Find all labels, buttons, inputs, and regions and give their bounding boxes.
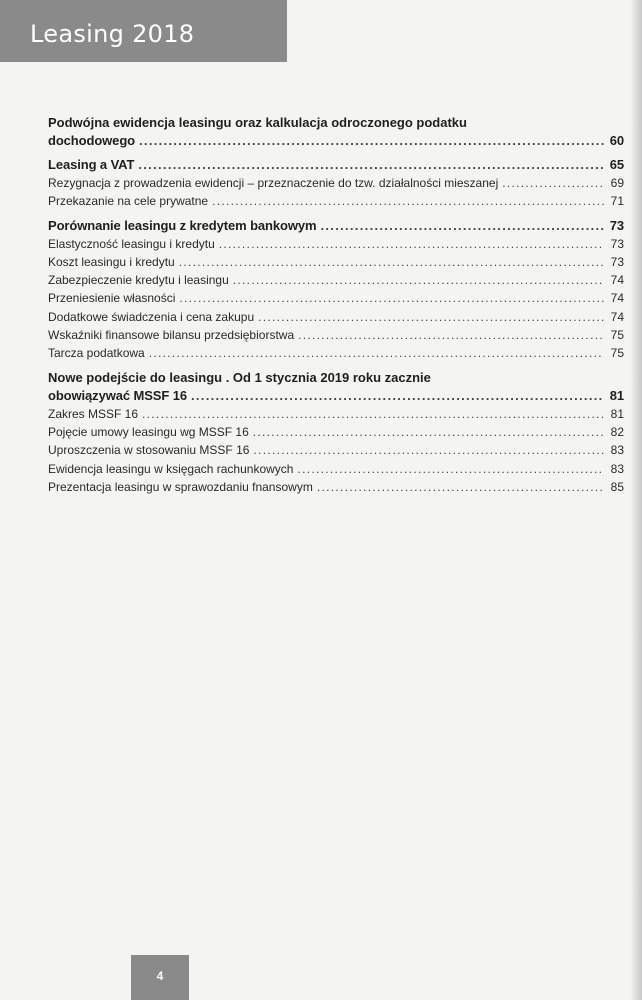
leader-dots xyxy=(297,460,604,478)
subentry-page-number: 85 xyxy=(610,479,624,494)
subentry-label: Wskaźniki finansowe bilansu przedsiębiorstwa xyxy=(48,328,295,343)
page-number: 4 xyxy=(156,969,164,983)
section-title-line: Nowe podejście do leasingu . Od 1 stycznia 2019 roku zacznie xyxy=(48,369,431,385)
leader-dots xyxy=(258,308,604,326)
header-block xyxy=(0,0,287,62)
toc-subentry[interactable] xyxy=(48,271,624,289)
subentry-page-number: 74 xyxy=(610,291,624,306)
subentry-page-number: 71 xyxy=(610,194,624,209)
leader-dots xyxy=(253,423,604,441)
toc-subentry[interactable] xyxy=(48,423,624,441)
leader-dots xyxy=(502,174,604,192)
section-page-number: 73 xyxy=(609,217,624,233)
toc-subentry[interactable] xyxy=(48,478,624,496)
section-title: dochodowego xyxy=(48,133,135,148)
subentry-page-number: 73 xyxy=(610,254,624,269)
page-number-box xyxy=(131,955,189,1000)
toc-subentry[interactable] xyxy=(48,326,624,344)
leader-dots xyxy=(219,235,604,253)
section-page-number: 81 xyxy=(609,387,624,403)
section-title-line: Podwójna ewidencja leasingu oraz kalkulacja odroczonego podatku xyxy=(48,115,467,130)
toc-subentry[interactable] xyxy=(48,460,624,478)
subentry-page-number: 82 xyxy=(610,424,624,439)
toc-section-entry[interactable] xyxy=(48,132,624,150)
subentry-label: Przekazanie na cele prywatne xyxy=(48,194,209,209)
leader-dots xyxy=(139,132,604,150)
toc-section-entry[interactable] xyxy=(48,217,624,235)
toc-subentry[interactable] xyxy=(48,441,624,459)
toc-subentry[interactable] xyxy=(48,344,624,362)
subentry-label: Uproszczenia w stosowaniu MSSF 16 xyxy=(48,443,250,458)
section-title: Leasing a VAT xyxy=(48,157,135,172)
toc-subentry[interactable] xyxy=(48,289,624,307)
section-title: obowiązywać MSSF 16 xyxy=(48,387,187,403)
toc-subentry[interactable] xyxy=(48,253,624,271)
subentry-label: Dodatkowe świadczenia i cena zakupu xyxy=(48,309,255,324)
subentry-label: Prezentacja leasingu w sprawozdaniu fnansowym xyxy=(48,479,313,494)
subentry-label: Zabezpieczenie kredytu i leasingu xyxy=(48,273,229,288)
section-page-number: 60 xyxy=(609,133,624,148)
table-of-contents xyxy=(48,114,624,496)
subentry-page-number: 74 xyxy=(610,273,624,288)
subentry-label: Rezygnacja z prowadzenia ewidencji – przeznaczenie do tzw. działalności mieszanej xyxy=(48,176,499,190)
subentry-page-number: 73 xyxy=(610,236,624,251)
leader-dots xyxy=(179,253,604,271)
subentry-page-number: 83 xyxy=(610,443,624,458)
toc-subentry[interactable] xyxy=(48,235,624,253)
leader-dots xyxy=(317,478,604,496)
leader-dots xyxy=(298,326,604,344)
page-edge-shadow xyxy=(630,0,642,1000)
subentry-label: Tarcza podatkowa xyxy=(48,346,145,361)
leader-dots xyxy=(212,192,604,210)
toc-subentry[interactable] xyxy=(48,308,624,326)
toc-subentry[interactable] xyxy=(48,174,624,192)
toc-subentry[interactable] xyxy=(48,192,624,210)
subentry-page-number: 75 xyxy=(610,328,624,343)
subentry-label: Ewidencja leasingu w księgach rachunkowych xyxy=(48,461,294,476)
subentry-label: Zakres MSSF 16 xyxy=(48,406,139,421)
subentry-label: Koszt leasingu i kredytu xyxy=(48,254,175,269)
leader-dots xyxy=(149,344,604,362)
leader-dots xyxy=(233,271,604,289)
subentry-page-number: 83 xyxy=(610,461,624,476)
section-title: Porównanie leasingu z kredytem bankowym xyxy=(48,217,317,233)
toc-subentry[interactable] xyxy=(48,405,624,423)
leader-dots xyxy=(320,217,604,235)
leader-dots xyxy=(142,405,604,423)
subentry-page-number: 75 xyxy=(610,346,624,361)
subentry-page-number: 74 xyxy=(610,309,624,324)
leader-dots xyxy=(253,441,604,459)
toc-section-entry[interactable] xyxy=(48,387,624,405)
subentry-label: Pojęcie umowy leasingu wg MSSF 16 xyxy=(48,424,249,439)
subentry-label: Przeniesienie własności xyxy=(48,291,176,306)
subentry-page-number: 81 xyxy=(610,406,624,421)
toc-section-entry[interactable] xyxy=(48,156,624,174)
leader-dots xyxy=(191,387,604,405)
subentry-page-number: 69 xyxy=(610,176,624,190)
leader-dots xyxy=(138,156,604,174)
header-title: Leasing 2018 xyxy=(30,20,195,48)
leader-dots xyxy=(179,289,604,307)
subentry-label: Elastyczność leasingu i kredytu xyxy=(48,236,215,251)
section-page-number: 65 xyxy=(609,157,624,172)
